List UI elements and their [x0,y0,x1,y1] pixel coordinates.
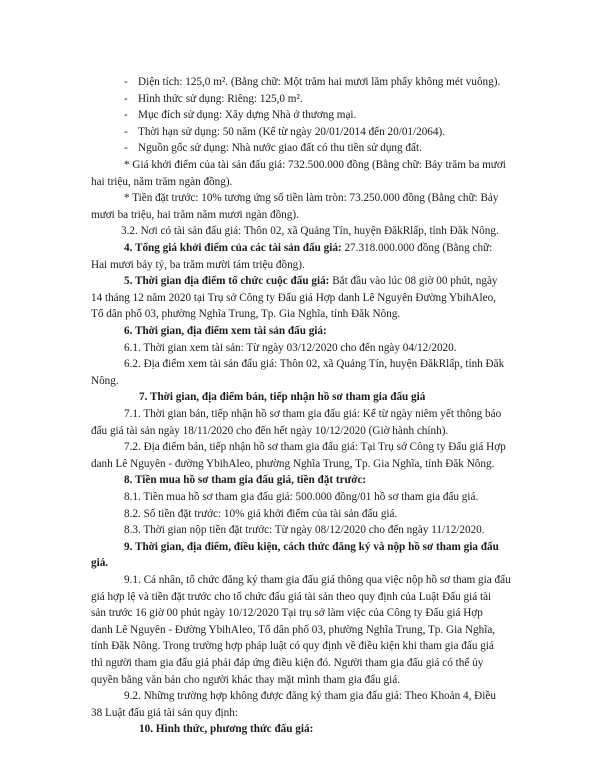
bullet-dash: - [124,142,128,154]
line-9-1-cont-3: danh Lê Nguyên - Đường YbihAleo, Tổ dân phố 03, phường Nghĩa Trung, Tp. Gia Nghĩa, [91,624,496,636]
section-8-heading: 8. Tiền mua hồ sơ tham gia đấu giá, tiền đặt trước: [124,474,367,486]
bullet-usage-term [124,125,445,139]
line-starting-price-cont: hai triệu, năm trăm ngàn đồng). [91,176,233,188]
bullet-dash: - [124,76,128,88]
line-7-1: 7.1. Thời gian bán, tiếp nhận hồ sơ tham gia đấu giá: Kể từ ngày niêm yết thông báo [124,408,502,420]
line-7-2: 7.2. Địa điểm bán, tiếp nhận hồ sơ tham gia đấu giá: Tại Trụ sở Công ty Đấu giá Hợp [124,441,506,453]
section-10-heading: 10. Hình thức, phương thức đấu giá: [139,723,314,735]
bullet-area [124,75,500,89]
line-9-2: 9.2. Những trường hợp không được đăng ký tham gia đấu giá: Theo Khoản 4, Điều [124,690,496,702]
line-usage-origin: Nguồn gốc sử dụng: Nhà nước giao đất có thu tiền sử dụng đất. [138,142,422,154]
line-starting-price: * Giá khởi điểm của tài sản đấu giá: 732.500.000 đồng (Bằng chữ: Bảy trăm ba mươi [124,159,506,171]
section-9-heading: 9. Thời gian, địa điểm, điều kiện, cách thức đăng ký và nộp hồ sơ tham gia đấu [124,541,499,553]
line-usage-form: Hình thức sử dụng: Riêng: 125,0 m². [138,93,303,105]
section-5-text: Bắt đầu vào lúc 08 giờ 00 phút, ngày [329,275,498,287]
bullet-usage-purpose [124,108,356,122]
line-asset-location: 3.2. Nơi có tài sản đấu giá: Thôn 02, xã Quảng Tín, huyện ĐăkRlấp, tỉnh Đăk Nông. [121,225,499,237]
section-5-heading: 5. Thời gian địa điểm tổ chức cuộc đấu giá: [124,275,330,287]
line-9-1-cont-5: thì người tham gia đấu giá phải đáp ứng điều kiện đó. Người tham gia đấu giá có thể ủy [91,657,484,669]
section-5-cont-2: Tổ dân phố 03, phường Nghĩa Trung, Tp. Gia Nghĩa, tỉnh Đăk Nông. [91,308,401,320]
line-usage-purpose: Mục đích sử dụng: Xây dựng Nhà ở thương mại. [138,109,357,121]
section-4-cont: Hai mươi bảy tỷ, ba trăm mười tám triệu đồng). [91,259,305,271]
line-usage-term: Thời hạn sử dụng: 50 năm (Kể từ ngày 20/01/2014 đến 20/01/2064). [138,126,446,138]
line-7-1-cont: đấu giá tài sản ngày 18/11/2020 cho đến hết ngày 10/12/2020 (Giờ hành chính). [91,425,449,437]
line-deposit-cont: mươi ba triệu, hai trăm năm mươi ngàn đồng). [91,209,299,221]
line-9-1: 9.1. Cá nhân, tổ chức đăng ký tham gia đấu giá thông qua việc nộp hồ sơ tham gia đấu [124,574,511,586]
section-9-heading-cont: giá. [91,557,109,569]
line-6-2: 6.2. Địa điểm xem tài sản đấu giá: Thôn 02, xã Quảng Tín, huyện ĐăkRlấp, tỉnh Đăk [124,358,505,370]
line-9-1-cont-2: sản trước 16 giờ 00 phút ngày 10/12/2020 Tại trụ sở làm việc của Công ty Đấu giá Hợp [91,607,483,619]
section-5-cont-1: 14 tháng 12 năm 2020 tại Trụ sở Công ty Đấu giá Hợp danh Lê Nguyên Đường YbihAleo, [91,292,496,304]
section-7-heading: 7. Thời gian, địa điểm bán, tiếp nhận hồ sơ tham gia đấu giá [139,391,426,403]
line-area: Diện tích: 125,0 m². (Bằng chữ: Một trăm hai mươi lăm phẩy không mét vuông). [138,76,501,88]
line-9-1-cont-4: tỉnh Đăk Nông. Trong trường hợp pháp luật có quy định về điều kiện khi tham gia đấu giá [91,640,494,652]
bullet-usage-origin [124,141,422,155]
line-8-1: 8.1. Tiền mua hồ sơ tham gia đấu giá: 500.000 đồng/01 hồ sơ tham gia đấu giá. [124,491,479,503]
line-6-2-cont: Nông. [91,375,119,387]
bullet-dash: - [124,109,128,121]
bullet-dash: - [124,93,128,105]
line-9-1-cont-1: giá hợp lệ và tiền đặt trước cho tổ chức đấu giá tài sản theo quy định của Luật Đấu giá tài [91,591,492,603]
bullet-dash: - [124,126,128,138]
line-8-3: 8.3. Thời gian nộp tiền đặt trước: Từ ngày 08/12/2020 cho đến ngày 11/12/2020. [124,524,485,536]
line-9-1-cont-6: quyền bằng văn bản cho người khác thay mặt mình tham gia đấu giá. [91,674,400,686]
section-4-heading: 4. Tổng giá khởi điểm của các tài sản đấu giá: [124,242,342,254]
line-7-2-cont: danh Lê Nguyên - đường YbihAleo, phường Nghĩa Trung, Tp. Gia Nghĩa, tỉnh Đăk Nông. [91,458,495,470]
line-deposit: * Tiền đặt trước: 10% tương ứng số tiền làm tròn: 73.250.000 đồng (Bằng chữ: Bảy [124,192,499,204]
section-4-line [124,241,492,255]
line-9-2-cont: 38 Luật đấu giá tài sản quy định: [91,707,238,719]
line-8-2: 8.2. Số tiền đặt trước: 10% giá khởi điểm của tài sản đấu giá. [124,508,398,520]
section-5-line [124,274,498,288]
bullet-usage-form [124,92,303,106]
section-6-heading: 6. Thời gian, địa điểm xem tài sản đấu giá: [124,325,327,337]
line-6-1: 6.1. Thời gian xem tài sản: Từ ngày 03/12/2020 cho đến ngày 04/12/2020. [124,342,457,354]
section-4-text: 27.318.000.000 đồng (Bằng chữ: [341,242,493,254]
